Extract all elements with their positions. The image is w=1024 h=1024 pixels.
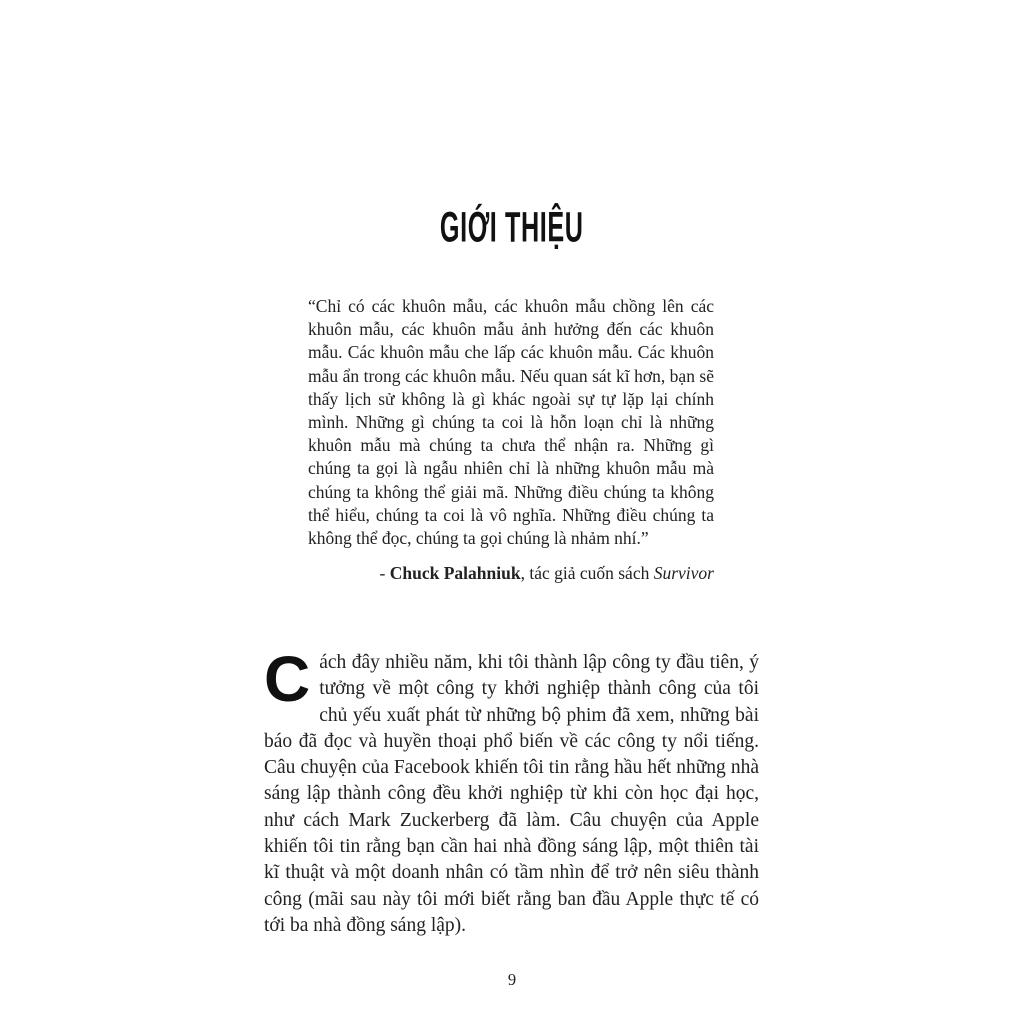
epigraph-quote: “Chỉ có các khuôn mẫu, các khuôn mẫu chồng lên các khuôn mẫu, các khuôn mẫu ảnh hưởng đến các khuôn mẫu. Các khuôn mẫu che lấp các khuôn mẫu. Các khuôn mẫu ẩn trong các khuôn mẫu. Nếu quan sát kĩ hơn, bạn sẽ thấy lịch sử không là gì khác ngoài sự tự lặp lại chính mình. Những gì chúng ta coi là hỗn loạn chỉ là những khuôn mẫu mà chúng ta chưa thể nhận ra. Những gì chúng ta gọi là ngẫu nhiên chỉ là những khuôn mẫu mà chúng ta không thể giải mã. Những điều chúng ta không thể hiểu, chúng ta coi là vô nghĩa. Những điều chúng ta không thể đọc, chúng ta gọi chúng là nhảm nhí.”: [308, 296, 714, 549]
body-paragraph: [264, 643, 759, 939]
drop-cap: C: [264, 643, 311, 715]
attribution-role: , tác giả cuốn sách: [520, 563, 654, 583]
quote-author: Chuck Palahniuk: [389, 563, 521, 583]
quote-attribution: [308, 563, 714, 584]
quote-book-title: Survivor: [653, 563, 714, 583]
attribution-dash: -: [379, 563, 390, 583]
chapter-title-text: GIỚI THIỆU: [440, 202, 584, 251]
paragraph-text: ách đây nhiều năm, khi tôi thành lập công ty đầu tiên, ý tưởng về một công ty khởi nghiệp thành công của tôi chủ yếu xuất phát từ những bộ phim đã xem, những bài báo đã đọc và huyền thoại phổ biến về các công ty nổi tiếng. Câu chuyện của Facebook khiến tôi tin rằng hầu hết những nhà sáng lập thành công đều khởi nghiệp từ khi còn học đại học, như cách Mark Zuckerberg đã làm. Câu chuyện của Apple khiến tôi tin rằng bạn cần hai nhà đồng sáng lập, một thiên tài kĩ thuật và một doanh nhân có tầm nhìn để trở nên siêu thành công (mãi sau này tôi mới biết rằng ban đầu Apple thực tế có tới ba nhà đồng sáng lập).: [264, 652, 759, 936]
page-number: 9: [507, 970, 517, 989]
chapter-title: [0, 203, 1024, 251]
